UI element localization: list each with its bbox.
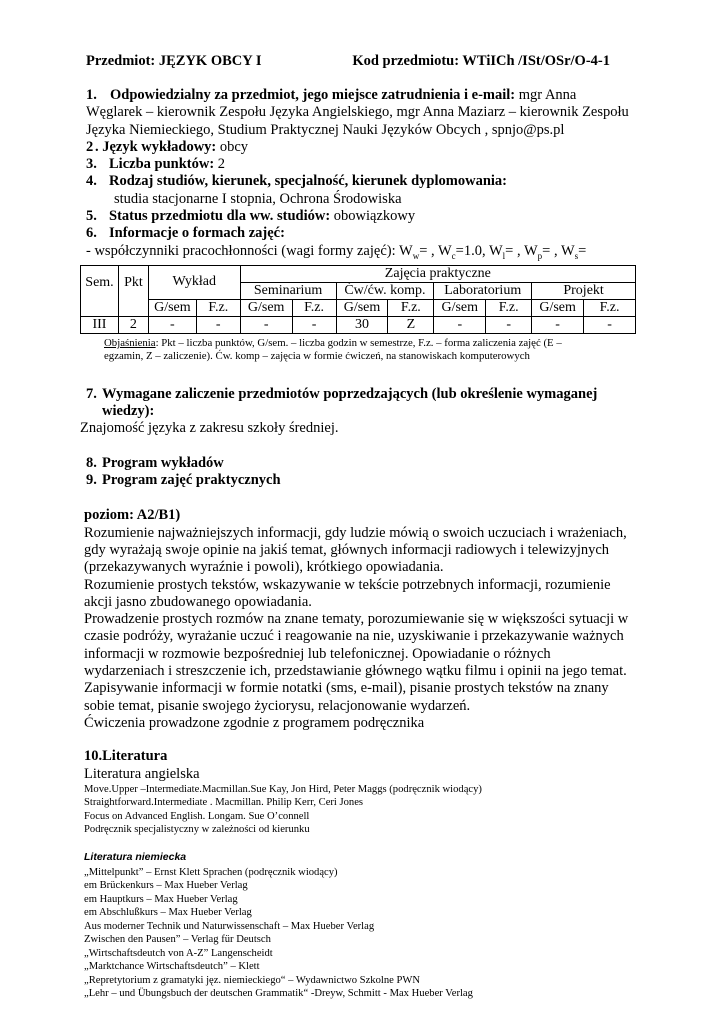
sub-f: F.z. [486,299,532,316]
german-heading: Literatura niemiecka [84,850,187,863]
table-cell: - [434,316,486,333]
item-4-value: studia stacjonarne I stopnia, Ochrona Środowiska [114,190,402,207]
section-7-heading: Wymagane zaliczenie przedmiotów poprzedzających (lub określenie wymaganej [102,385,598,402]
item-3-label: Liczba punktów: [109,156,215,173]
literature-item: „Marktchance Wirtschaftsdeutch” – Klett [84,961,260,973]
level-line: akcji jasno zbudowanego opowiadania. [84,593,312,610]
level-heading: poziom: A2/B1) [84,507,181,524]
note-label: Objaśnienia [104,336,156,349]
program-practical: Program zajęć praktycznych [102,472,281,489]
col-wyklad: Wykład [148,265,240,299]
table-row [81,316,636,333]
sub-g: G/sem [532,299,584,316]
item-4: 4. Rodzaj studiów, kierunek, specjalność, kierunek dyplomowania: studia stacjonarne I stopnia, Ochrona Środowiska [86,173,642,208]
level-section [84,507,642,732]
section-7: 7. Wymagane zaliczenie przedmiotów poprzedzających (lub określenie wymaganej wiedzy): Znajomość języka z zakresu szkoły średniej. [86,386,642,438]
sub-g: G/sem [240,299,292,316]
course-code: Kod przedmiotu: WTiICh /ISt/OSr/O-4-1 [352,53,610,69]
table-cell: III [81,316,119,333]
col-laboratorium: Laboratorium [434,282,532,299]
literature-item: em Abschlußkurs – Max Hueber Verlag [84,907,252,919]
level-line: czasie podróży, wyrażanie uczuć i reagowanie na nie, uzyskiwanie i przekazywanie ważnych [84,628,624,645]
programs: 8. Program wykładów 9. Program zajęć praktycznych [86,454,281,489]
table-cell: 30 [336,316,388,333]
sub-f: F.z. [584,299,636,316]
sub-f: F.z. [196,299,240,316]
program-lectures: Program wykładów [102,454,224,471]
literature-item: Move.Upper –Intermediate.Macmillan.Sue Kay, Jon Hird, Peter Maggs (podręcznik wiodący) [84,783,482,795]
table-cell: - [240,316,292,333]
table-cell: - [148,316,196,333]
item-2-label: Język wykładowy: [102,138,217,155]
sub-g: G/sem [434,299,486,316]
item-1: 1. Odpowiedzialny za przedmiot, jego miejsce zatrudnienia i e-mail: mgr Anna Węglarek – kierownik Zespołu Języka Angielskiego, mgr Anna Maziarz – kierownik Zespołu Języka Niemieckiego, Studium Praktycznej Nauki Języków Obcych , spnjo@ps.pl [86,87,642,139]
english-heading: Literatura angielska [84,765,200,782]
literature-item: em Brückenkurs – Max Hueber Verlag [84,880,248,892]
level-line: informacji w rozmowie bezpośredniej lub telefonicznej. Opowiadanie o różnych [84,645,551,662]
level-line: sobie temat, pisanie swojego życiorysu, relacjonowanie wydarzeń. [84,697,471,714]
literature-item: Podręcznik specjalistyczny w zależności od kierunku [84,824,310,836]
table-cell: - [532,316,584,333]
course-table [80,265,636,334]
item-6-label: Informacje o formach zajęć: [109,225,285,242]
item-1-text-b: Węglarek – kierownik Zespołu Języka Angielskiego, mgr Anna Maziarz – kierownik Zespołu [86,104,629,121]
level-line: Ćwiczenia prowadzone zgodnie z programem podręcznika [84,714,425,731]
literature-item: „Wirtschaftsdeutch von A-Z” Langenscheidt [84,947,273,959]
item-1-text-c: Języka Niemieckiego, Studium Praktycznej Nauki Języków Obcych , spnjo@ps.pl [86,121,565,138]
level-line: Prowadzenie prostych rozmów na znane tematy, porozumiewanie się w większości sytuacji w [84,611,629,628]
note-text-a: : Pkt – liczba punktów, G/sem. – liczba godzin w semestrze, F.z. – forma zaliczenia zajęć (E – [155,336,562,349]
level-line: Zapisywanie informacji w formie notatki (sms, e-mail), pisanie prostych tekstów na znany [84,680,609,697]
subject-title: Przedmiot: JĘZYK OBCY I [86,53,262,69]
col-sem: Sem. [81,265,119,299]
col-praktyczne: Zajęcia praktyczne [240,265,635,282]
note-text-b: egzamin, Z – zaliczenie). Ćw. komp – zajęcia w formie ćwiczeń, na stanowiskach komputerowych [104,350,530,363]
level-line: wydarzeniach i streszczenie ich, przedstawianie głównego wątku filmu i opinii na jego temat. [84,663,627,680]
table-cell: - [292,316,336,333]
level-line: Rozumienie prostych tekstów, wskazywanie w tekście potrzebnych informacji, rozumienie [84,576,611,593]
item-5: 5. Status przedmiotu dla ww. studiów: obowiązkowy [86,208,416,225]
item-5-value: obowiązkowy [330,208,416,225]
literature-item: Zwischen den Pausen” – Verlag für Deutsch [84,934,271,946]
col-projekt: Projekt [532,282,636,299]
level-line: Rozumienie najważniejszych informacji, gdy ludzie mówią o swoich uczuciach i wrażeniach, [84,524,627,541]
table-cell: - [584,316,636,333]
literature-item: Aus moderner Technik und Naturwissenschaft – Max Hueber Verlag [84,920,375,932]
literature-section [84,748,642,1001]
item-1-text-a: mgr Anna [515,87,577,103]
sub-f: F.z. [292,299,336,316]
item-2-value: obcy [216,138,249,155]
col-pkt: Pkt [118,265,148,299]
header [86,52,642,71]
col-seminarium: Seminarium [240,282,336,299]
literature-item: em Hauptkurs – Max Hueber Verlag [84,893,238,905]
item-1-label: Odpowiedzialny za przedmiot, jego miejsce zatrudnienia i e-mail: [110,87,516,103]
table-cell: - [486,316,532,333]
literature-item: Focus on Advanced English. Longam. Sue O’connell [84,810,310,822]
sub-g: G/sem [336,299,388,316]
item-3: 3. Liczba punktów: 2 [86,156,226,173]
literature-item: „Repretytorium z gramatyki jęz. niemieckiego“ – Wydawnictwo Szkolne PWN [84,974,421,986]
table-cell: - [196,316,240,333]
table-cell: Z [388,316,434,333]
section-7-heading-b: wiedzy): [102,403,155,420]
weights-line: - współczynniki pracochłonności (wagi formy zajęć): $W_w=$ , $W_c=1.0$, $W_l=$ , $W_p=$ , $W_s=$ [86,242,587,261]
item-4-label: Rodzaj studiów, kierunek, specjalność, kierunek dyplomowania: [109,173,507,190]
table-note [86,337,642,364]
literature-item: Straightforward.Intermediate . Macmillan. Philip Kerr, Ceri Jones [84,797,364,809]
section-7-text: Znajomość języka z zakresu szkoły średniej. [80,420,339,437]
table-cell: 2 [118,316,148,333]
level-line: (przekazywanych wyraźnie i powoli), krótkiego opowiadania. [84,559,444,576]
level-line: gdy wyrażają swoje opinie na jakiś temat, głównych informacji radiowych i telewizyjnych [84,541,610,558]
literature-heading: 10.Literatura [84,748,168,765]
item-5-label: Status przedmiotu dla ww. studiów: [109,208,331,225]
sub-f: F.z. [388,299,434,316]
literature-item: „Lehr – und Übungsbuch der deutschen Grammatik“ -Dreyw, Schmitt - Max Hueber Verlag [84,988,473,1000]
sub-g: G/sem [148,299,196,316]
item-6: 6. Informacje o formach zajęć: - współczynniki pracochłonności (wagi formy zajęć): $W_w=$ , $W_c=1.0$, $W_l=$ , $W_p=$ , $W_s=$ [86,225,642,264]
literature-item: „Mittelpunkt” – Ernst Klett Sprachen (podręcznik wiodący) [84,866,338,878]
col-cw: Ćw/ćw. komp. [336,282,434,299]
item-3-value: 2 [214,156,226,173]
item-2: 2 . Język wykładowy: obcy [86,138,249,155]
document-page [80,52,642,1001]
